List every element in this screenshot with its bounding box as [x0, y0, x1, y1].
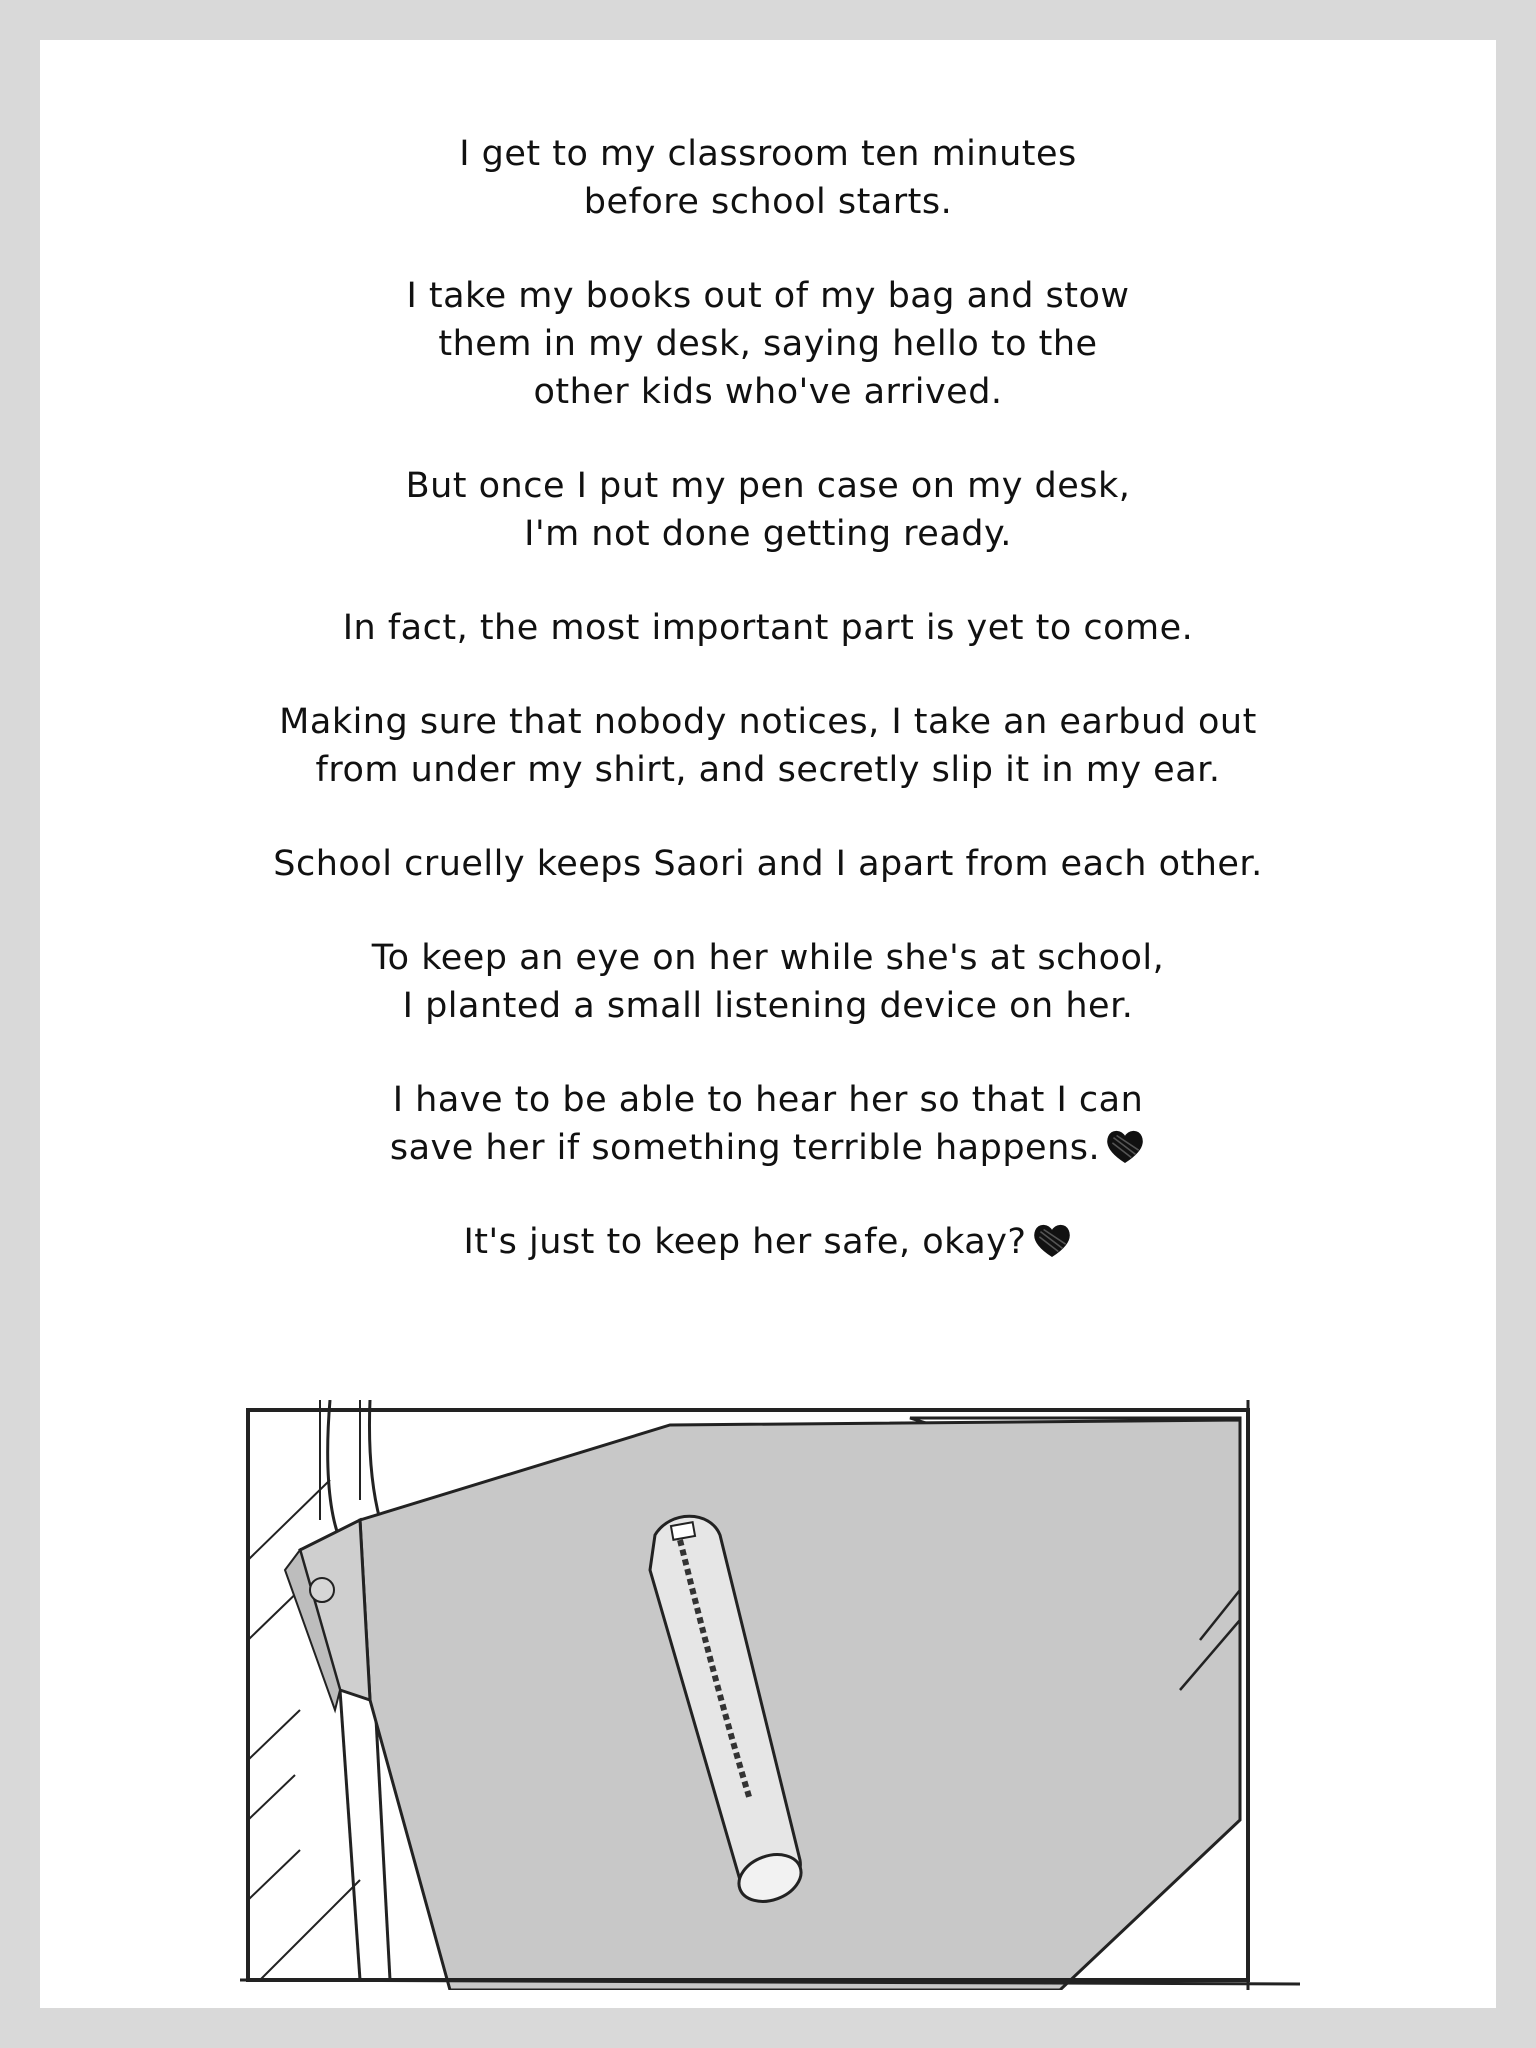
text-line: I'm not done getting ready. [524, 514, 1012, 554]
narration-text [40, 130, 1496, 1312]
text-line-with-heart [40, 1218, 1496, 1266]
text-line: It's just to keep her safe, okay? [463, 1222, 1027, 1262]
paragraph-3 [40, 462, 1496, 558]
text-line: save her if something terrible happens. [389, 1128, 1101, 1168]
paragraph-2 [40, 272, 1496, 416]
text-line: before school starts. [583, 182, 953, 222]
text-line: I take my books out of my bag and stow [406, 276, 1130, 316]
text-line: I get to my classroom ten minutes [459, 134, 1077, 174]
text-line: other kids who've arrived. [533, 372, 1003, 412]
paragraph-5 [40, 698, 1496, 794]
text-line: Making sure that nobody notices, I take an earbud out [279, 702, 1257, 742]
text-line: I have to be able to hear her so that I can [392, 1080, 1144, 1120]
text-line: But once I put my pen case on my desk, [405, 466, 1131, 506]
text-line: from under my shirt, and secretly slip it in my ear. [315, 750, 1221, 790]
desk-top [360, 1420, 1240, 1990]
desk-pen-case-illustration [240, 1400, 1320, 1990]
desk-bolt [310, 1578, 334, 1602]
paragraph-4 [40, 604, 1496, 652]
text-line-with-heart [40, 1124, 1496, 1172]
manga-page [40, 40, 1496, 2008]
paragraph-6 [40, 840, 1496, 888]
paragraph-7 [40, 934, 1496, 1030]
paragraph-8 [40, 1076, 1496, 1172]
paragraph-9 [40, 1218, 1496, 1266]
text-line: In fact, the most important part is yet to come. [342, 608, 1194, 648]
text-line: To keep an eye on her while she's at school, [371, 938, 1165, 978]
paragraph-1 [40, 130, 1496, 226]
heart-icon [1104, 1125, 1146, 1167]
text-line: I planted a small listening device on her. [402, 986, 1134, 1026]
heart-icon [1031, 1219, 1073, 1261]
text-line: them in my desk, saying hello to the [438, 324, 1098, 364]
text-line: School cruelly keeps Saori and I apart from each other. [273, 844, 1263, 884]
